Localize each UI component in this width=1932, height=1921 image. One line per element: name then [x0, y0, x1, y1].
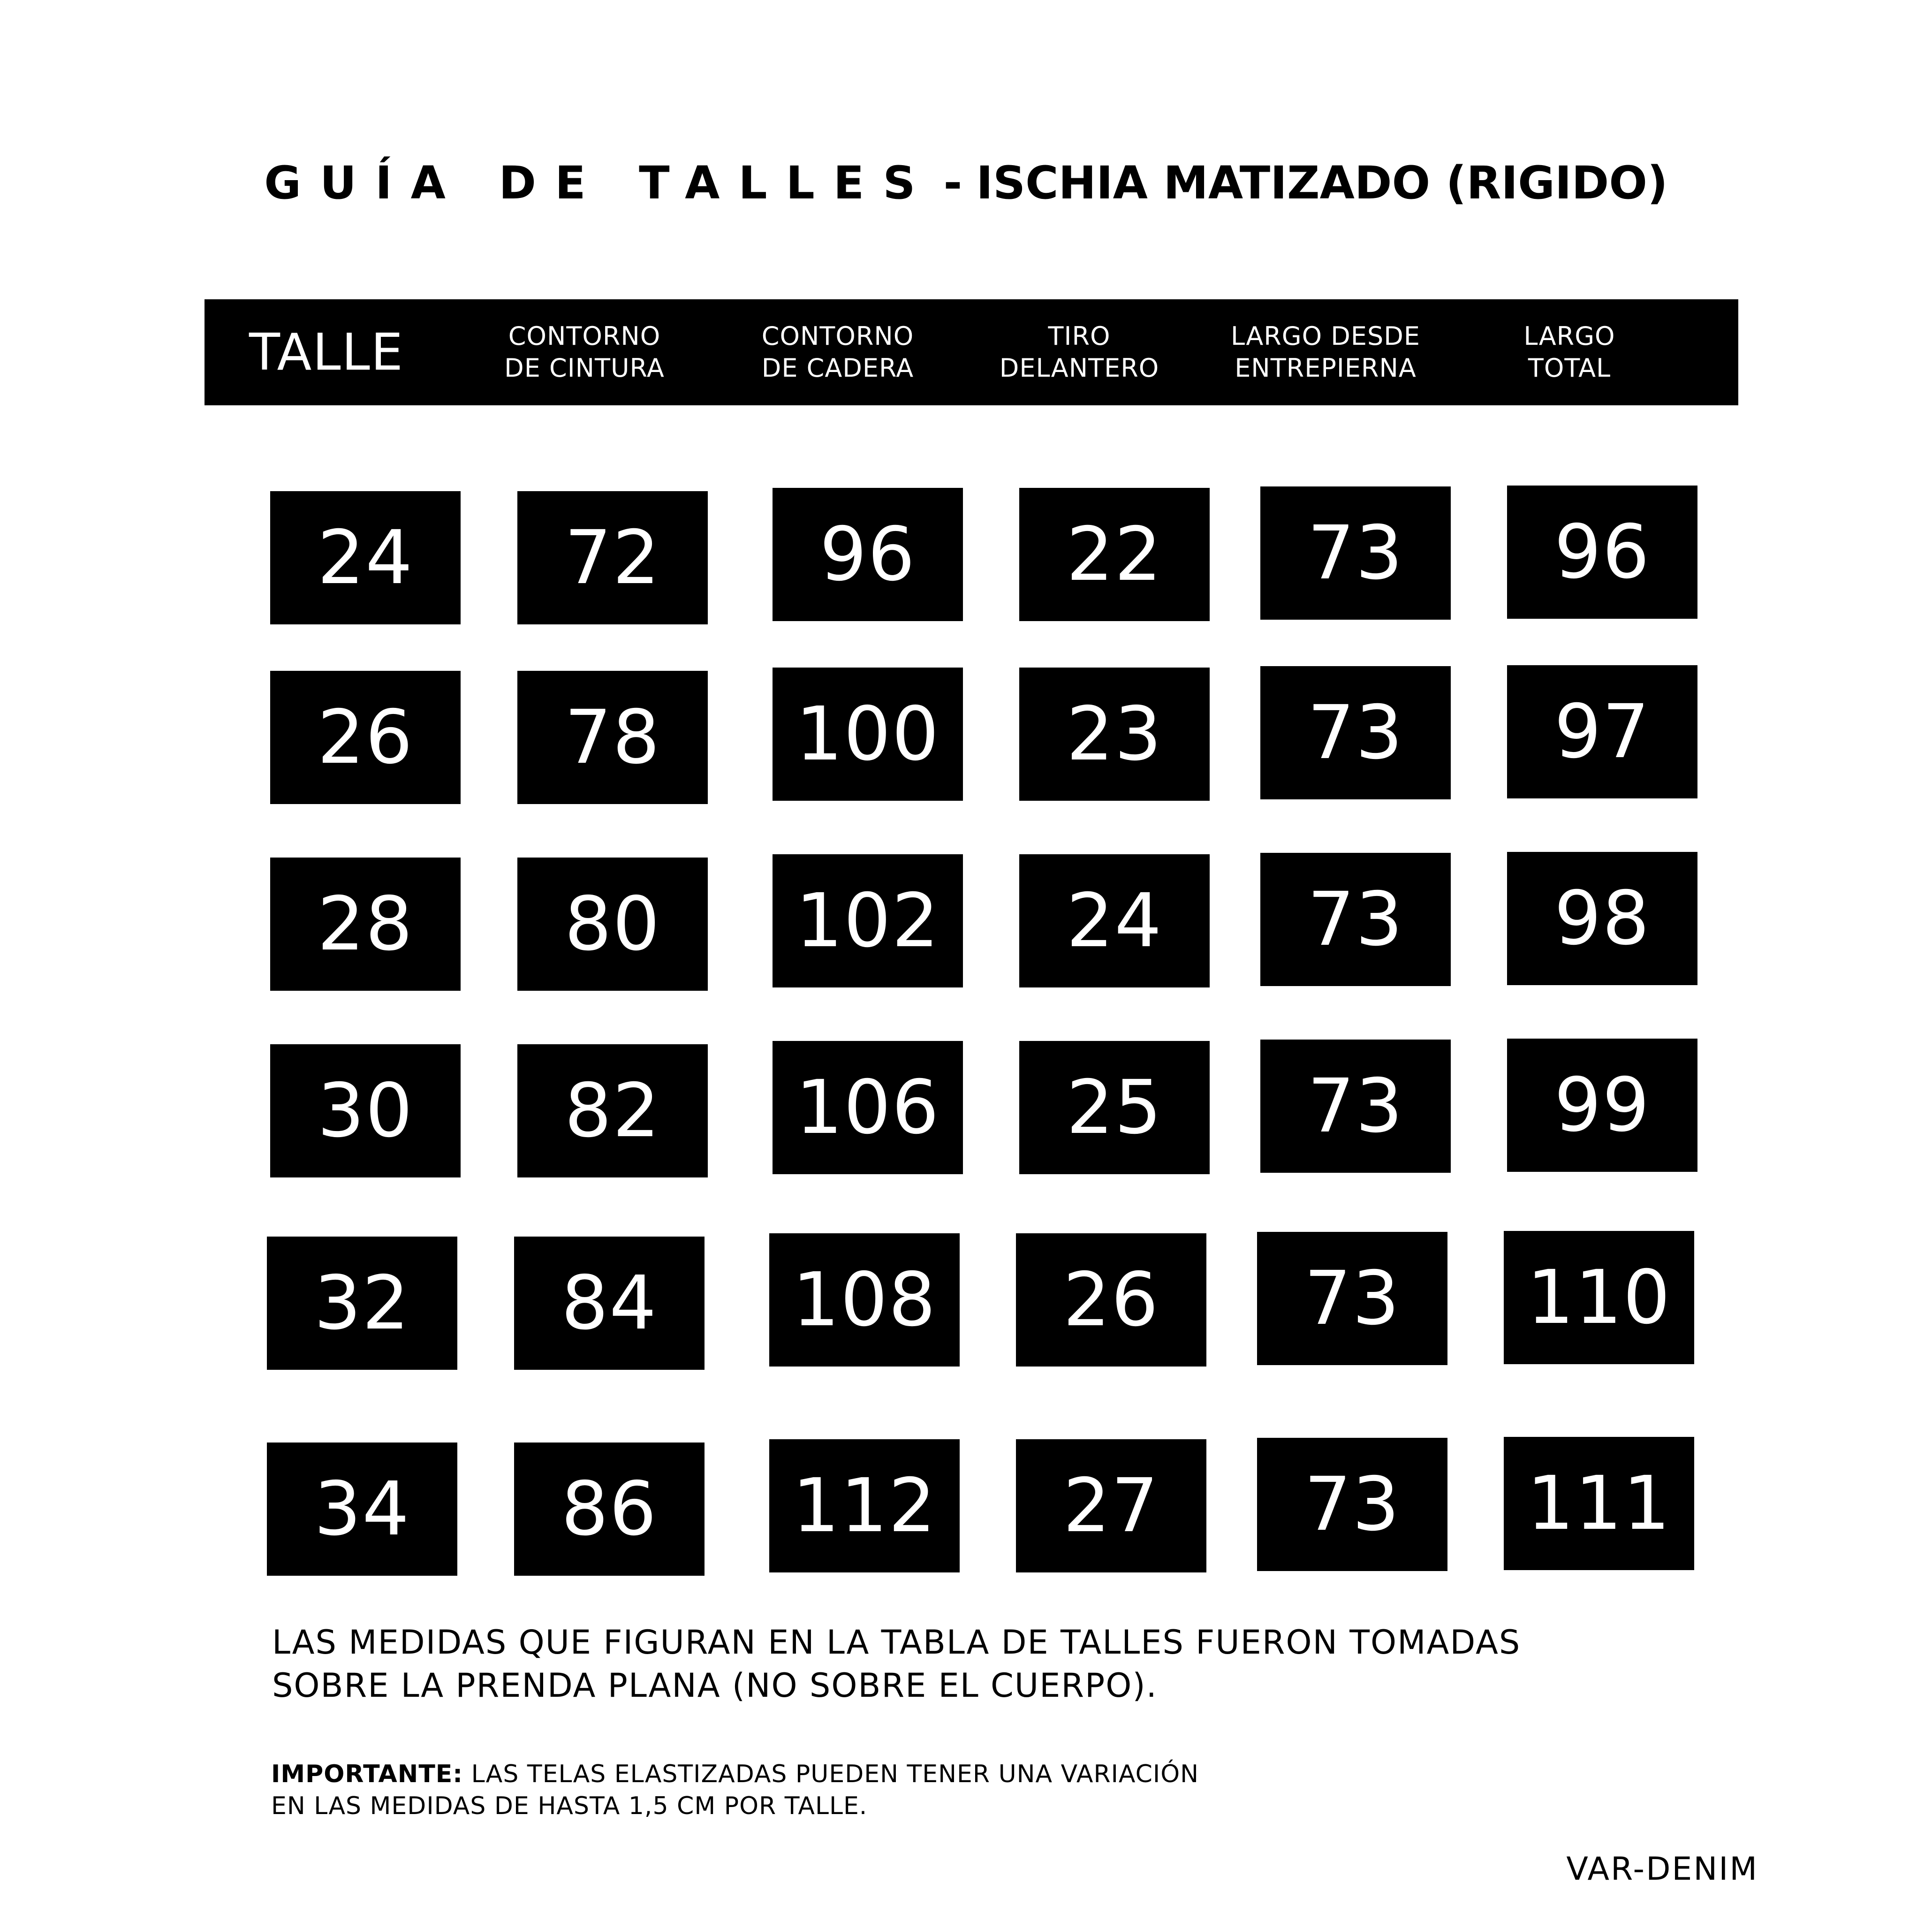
- header-largo-entrepierna: LARGO DESDE ENTREPIERNA: [1231, 321, 1420, 383]
- table-cell: 73: [1257, 1438, 1447, 1571]
- table-cell: 22: [1019, 488, 1210, 621]
- important-note: [271, 1758, 1678, 1822]
- table-header: [205, 299, 1738, 405]
- table-cell: 73: [1257, 1232, 1447, 1365]
- title-product: ISCHIA MATIZADO (RIGIDO): [976, 157, 1668, 209]
- table-cell: 102: [773, 854, 963, 987]
- header-contorno-cintura: CONTORNO DE CINTURA: [504, 321, 665, 383]
- table-cell: 73: [1260, 486, 1451, 620]
- header-largo-total: LARGO TOTAL: [1523, 321, 1615, 383]
- table-cell: 111: [1504, 1437, 1694, 1570]
- table-cell: 24: [1019, 854, 1210, 987]
- header-talle: TALLE: [249, 323, 404, 382]
- brand-name: VAR-DENIM: [1566, 1851, 1758, 1888]
- table-cell: 86: [514, 1443, 705, 1576]
- table-cell: 100: [773, 668, 963, 801]
- table-cell: 96: [1507, 486, 1697, 619]
- title-lead: GUÍA DE TALLES: [264, 157, 934, 209]
- table-cell: 23: [1019, 668, 1210, 801]
- table-cell: 108: [769, 1233, 960, 1367]
- important-label: IMPORTANTE:: [271, 1760, 463, 1788]
- table-cell: 84: [514, 1237, 705, 1370]
- table-cell: 110: [1504, 1231, 1694, 1364]
- table-cell: 97: [1507, 665, 1697, 798]
- important-text: LAS TELAS ELASTIZADAS PUEDEN TENER UNA VARIACIÓN EN LAS MEDIDAS DE HASTA 1,5 CM POR TALLE.: [271, 1760, 1199, 1820]
- table-cell: 96: [773, 488, 963, 621]
- table-cell: 30: [270, 1044, 461, 1177]
- table-cell: 34: [267, 1443, 457, 1576]
- table-cell: 82: [517, 1044, 708, 1177]
- header-contorno-cadera: CONTORNO DE CADERA: [761, 321, 914, 383]
- table-cell: 106: [773, 1041, 963, 1174]
- table-cell: 28: [270, 858, 461, 991]
- header-tiro-delantero: TIRO DELANTERO: [999, 321, 1159, 383]
- table-cell: 24: [270, 491, 461, 624]
- table-cell: 112: [769, 1439, 960, 1572]
- table-cell: 73: [1260, 1040, 1451, 1173]
- table-cell: 98: [1507, 852, 1697, 985]
- title-separator: -: [943, 157, 962, 209]
- table-cell: 25: [1019, 1041, 1210, 1174]
- table-cell: 32: [267, 1237, 457, 1370]
- table-cell: 78: [517, 671, 708, 804]
- table-cell: 27: [1016, 1439, 1206, 1572]
- table-cell: 72: [517, 491, 708, 624]
- page-title: [0, 150, 1932, 216]
- table-cell: 73: [1260, 853, 1451, 986]
- table-cell: 26: [1016, 1233, 1206, 1367]
- measurement-note: LAS MEDIDAS QUE FIGURAN EN LA TABLA DE TALLES FUERON TOMADAS SOBRE LA PRENDA PLANA (NO SOBRE EL CUERPO).: [272, 1623, 1521, 1705]
- table-cell: 99: [1507, 1039, 1697, 1172]
- table-cell: 26: [270, 671, 461, 804]
- table-cell: 73: [1260, 666, 1451, 799]
- table-cell: 80: [517, 858, 708, 991]
